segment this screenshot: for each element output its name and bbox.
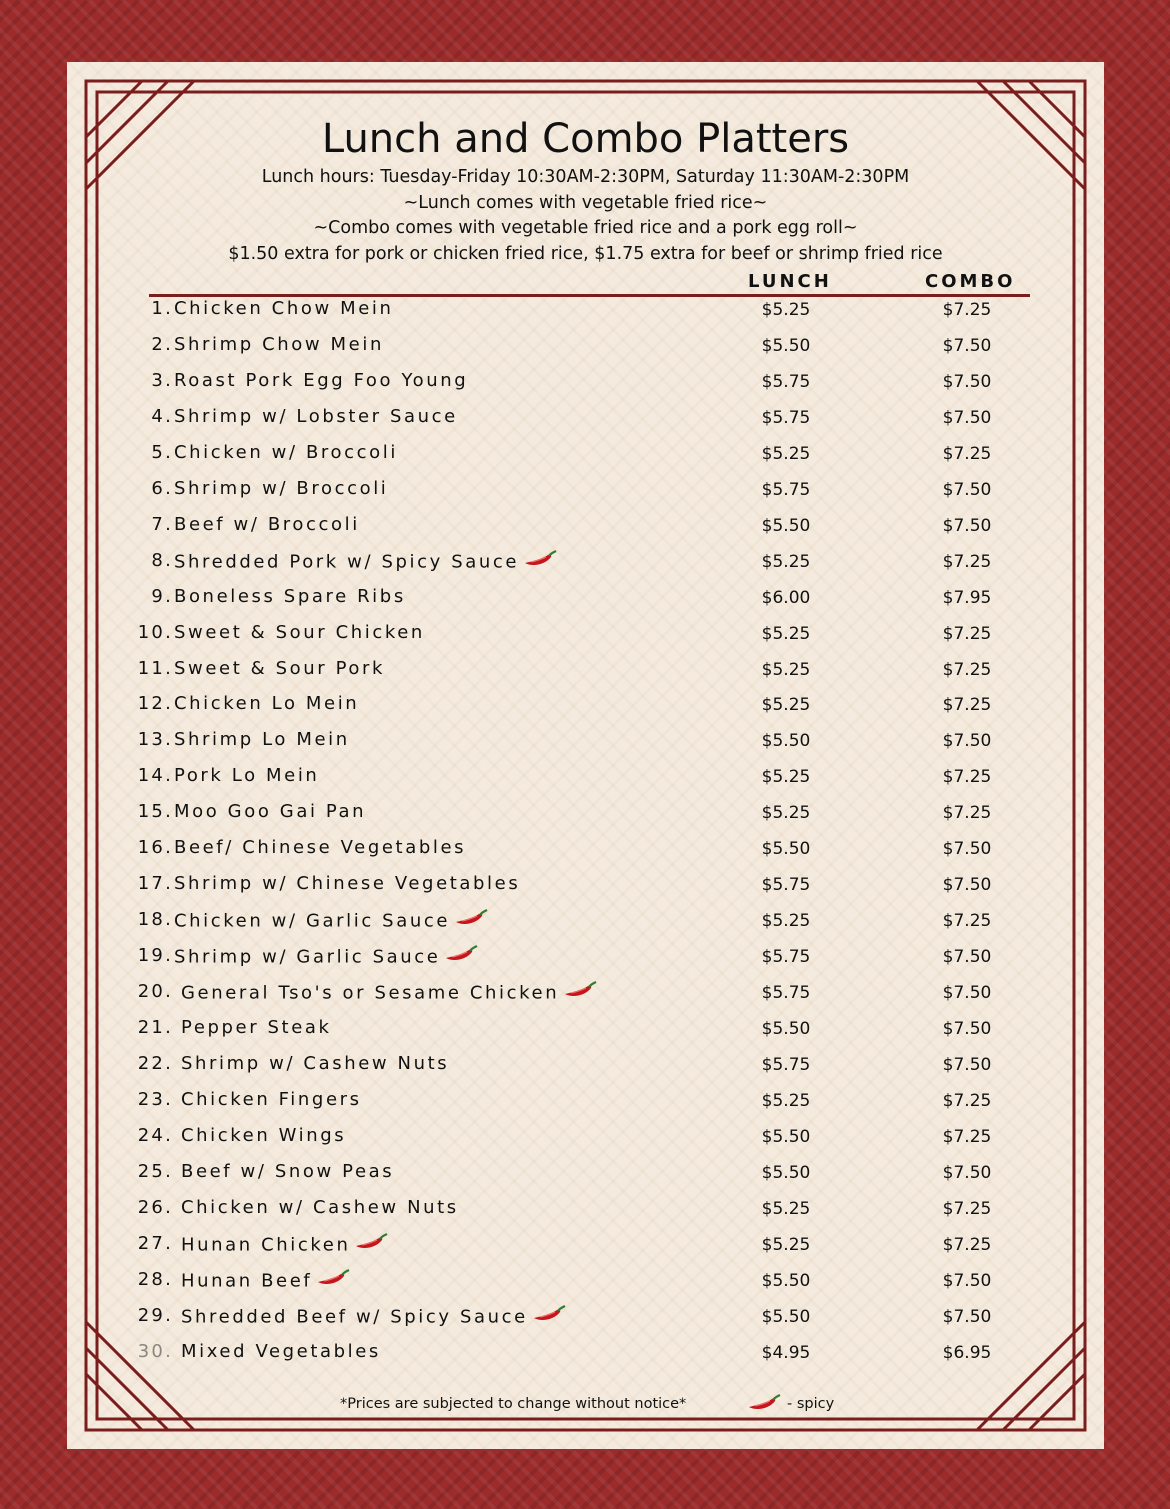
item-name — [181, 1125, 346, 1146]
combo-price: $6.95 — [942, 1343, 992, 1363]
chili-pepper-icon — [532, 1305, 566, 1330]
item-name — [174, 801, 366, 822]
item-name — [181, 1017, 332, 1038]
chili-pepper-icon — [444, 945, 478, 970]
menu-item-row — [67, 693, 1104, 729]
combo-price: $7.50 — [942, 875, 992, 895]
lunch-price: $5.50 — [761, 731, 811, 751]
item-name-text: Chicken Lo Mein — [174, 693, 360, 714]
combo-price: $7.25 — [942, 803, 992, 823]
combo-price: $7.50 — [942, 731, 992, 751]
item-name — [174, 514, 360, 535]
item-name-text: Mixed Vegetables — [181, 1341, 381, 1362]
menu-item-row — [67, 334, 1104, 370]
item-number: 26. — [137, 1197, 173, 1218]
item-name — [174, 370, 468, 391]
price-disclaimer: *Prices are subjected to change without notice* — [340, 1396, 687, 1412]
item-name-text: Sweet & Sour Pork — [174, 658, 386, 679]
lunch-price: $5.25 — [761, 1091, 811, 1111]
item-number: 24. — [137, 1125, 173, 1146]
lunch-price: $4.95 — [761, 1343, 811, 1363]
item-name — [174, 298, 394, 319]
lunch-price: $5.75 — [761, 372, 811, 392]
item-number: 20. — [137, 981, 173, 1002]
item-name — [181, 1341, 381, 1362]
menu-item-row — [67, 1089, 1104, 1125]
chili-pepper-icon — [747, 1394, 781, 1419]
item-name — [181, 981, 597, 1006]
combo-price: $7.50 — [942, 947, 992, 967]
item-name-text: Beef w/ Snow Peas — [181, 1161, 395, 1182]
item-number: 19. — [137, 945, 173, 966]
item-number: 16. — [137, 837, 173, 858]
menu-item-row — [67, 909, 1104, 945]
lunch-price: $5.25 — [761, 624, 811, 644]
item-name — [174, 550, 557, 575]
menu-item-row — [67, 658, 1104, 694]
lunch-price: $5.75 — [761, 480, 811, 500]
item-number: 6. — [151, 478, 173, 499]
combo-price: $7.50 — [942, 1055, 992, 1075]
lunch-price: $5.75 — [761, 408, 811, 428]
item-name-text: Moo Goo Gai Pan — [174, 801, 367, 822]
header-divider — [149, 294, 1030, 297]
menu-item-row — [67, 873, 1104, 909]
lunch-hours: Lunch hours: Tuesday-Friday 10:30AM-2:30PM, Saturday 11:30AM-2:30PM — [261, 167, 910, 187]
item-name-text: Chicken w/ Garlic Sauce — [174, 910, 451, 932]
lunch-price: $5.75 — [761, 983, 811, 1003]
item-name — [174, 765, 319, 786]
item-number: 22. — [137, 1053, 173, 1074]
lunch-price: $5.75 — [761, 875, 811, 895]
item-name — [174, 658, 385, 679]
item-name-text: Chicken w/ Cashew Nuts — [181, 1197, 459, 1218]
menu-item-row — [67, 1161, 1104, 1197]
lunch-price: $5.50 — [761, 1307, 811, 1327]
menu-item-row — [67, 406, 1104, 442]
item-name — [174, 478, 388, 499]
combo-price: $7.25 — [942, 300, 992, 320]
item-name-text: Shrimp w/ Broccoli — [174, 478, 389, 499]
menu-item-row — [67, 1053, 1104, 1089]
lunch-price: $6.00 — [761, 588, 811, 608]
item-name — [181, 1233, 388, 1258]
item-name-text: Shrimp w/ Chinese Vegetables — [174, 873, 521, 894]
item-number: 21. — [137, 1017, 173, 1038]
combo-column-header: COMBO — [925, 271, 1016, 292]
lunch-price: $5.50 — [761, 1019, 811, 1039]
item-number: 25. — [137, 1161, 173, 1182]
lunch-price: $5.75 — [761, 1055, 811, 1075]
item-name-text: Chicken w/ Broccoli — [174, 442, 398, 463]
combo-price: $7.25 — [942, 624, 992, 644]
combo-price: $7.25 — [942, 1235, 992, 1255]
item-name-text: General Tso's or Sesame Chicken — [181, 982, 560, 1004]
item-number: 17. — [137, 873, 173, 894]
menu-item-row — [67, 514, 1104, 550]
item-number: 8. — [151, 550, 173, 571]
item-name-text: Pepper Steak — [181, 1017, 332, 1038]
item-number: 4. — [151, 406, 173, 427]
menu-item-row — [67, 729, 1104, 765]
item-name — [181, 1053, 449, 1074]
combo-price: $7.25 — [942, 767, 992, 787]
menu-title: Lunch and Combo Platters — [321, 116, 850, 162]
lunch-price: $5.50 — [761, 1127, 811, 1147]
item-number: 29. — [137, 1305, 173, 1326]
item-name — [174, 837, 466, 858]
item-name-text: Chicken Chow Mein — [174, 298, 394, 319]
item-name — [181, 1089, 362, 1110]
item-name — [174, 729, 350, 750]
combo-price: $7.50 — [942, 336, 992, 356]
item-name-text: Beef w/ Broccoli — [174, 514, 360, 535]
menu-item-row — [67, 550, 1104, 586]
menu-item-row — [67, 370, 1104, 406]
item-name-text: Shrimp w/ Cashew Nuts — [181, 1053, 450, 1074]
item-number: 13. — [137, 729, 173, 750]
combo-price: $7.25 — [942, 552, 992, 572]
menu-item-row — [67, 1341, 1104, 1377]
combo-price: $7.50 — [942, 1271, 992, 1291]
chili-pepper-icon — [316, 1269, 350, 1294]
item-name-text: Roast Pork Egg Foo Young — [174, 370, 469, 391]
menu-item-row — [67, 765, 1104, 801]
item-number: 2. — [151, 334, 173, 355]
menu-item-row — [67, 298, 1104, 334]
item-name-text: Shredded Beef w/ Spicy Sauce — [181, 1306, 528, 1328]
lunch-price: $5.50 — [761, 1163, 811, 1183]
menu-item-row — [67, 1017, 1104, 1053]
item-name — [181, 1161, 394, 1182]
combo-price: $7.50 — [942, 516, 992, 536]
item-number: 3. — [151, 370, 173, 391]
combo-price: $7.95 — [942, 588, 992, 608]
item-number: 18. — [137, 909, 173, 930]
lunch-price: $5.50 — [761, 336, 811, 356]
item-name-text: Chicken Wings — [181, 1125, 347, 1146]
item-name — [174, 586, 406, 607]
item-number: 14. — [137, 765, 173, 786]
item-name-text: Shrimp w/ Garlic Sauce — [174, 946, 441, 968]
combo-price: $7.50 — [942, 480, 992, 500]
item-name-text: Hunan Beef — [181, 1270, 313, 1292]
combo-price: $7.25 — [942, 1127, 992, 1147]
lunch-price: $5.25 — [761, 803, 811, 823]
item-name-text: Hunan Chicken — [181, 1234, 351, 1256]
item-name-text: Pork Lo Mein — [174, 765, 320, 786]
item-name — [181, 1269, 350, 1294]
lunch-price: $5.50 — [761, 1271, 811, 1291]
combo-price: $7.25 — [942, 911, 992, 931]
menu-card — [67, 62, 1104, 1449]
combo-price: $7.25 — [942, 444, 992, 464]
menu-item-row — [67, 981, 1104, 1017]
lunch-note: ~Lunch comes with vegetable fried rice~ — [403, 193, 768, 213]
item-number: 11. — [137, 658, 173, 679]
lunch-price: $5.25 — [761, 911, 811, 931]
item-number: 1. — [151, 298, 173, 319]
lunch-price: $5.50 — [761, 839, 811, 859]
spicy-legend-label: - spicy — [787, 1396, 835, 1412]
item-number: 15. — [137, 801, 173, 822]
chili-pepper-icon — [523, 550, 557, 575]
chili-pepper-icon — [563, 981, 597, 1006]
combo-price: $7.50 — [942, 408, 992, 428]
item-name — [174, 909, 488, 934]
combo-price: $7.25 — [942, 695, 992, 715]
fried-rice-note: $1.50 extra for pork or chicken fried rice, $1.75 extra for beef or shrimp fried rice — [228, 244, 943, 264]
lunch-price: $5.25 — [761, 444, 811, 464]
lunch-price: $5.25 — [761, 660, 811, 680]
item-number: 30. — [137, 1341, 173, 1362]
combo-price: $7.25 — [942, 660, 992, 680]
lunch-price: $5.75 — [761, 947, 811, 967]
item-name — [174, 945, 478, 970]
combo-price: $7.50 — [942, 1019, 992, 1039]
menu-item-row — [67, 801, 1104, 837]
combo-price: $7.50 — [942, 839, 992, 859]
lunch-column-header: LUNCH — [748, 271, 832, 292]
menu-item-row — [67, 622, 1104, 658]
combo-price: $7.50 — [942, 1163, 992, 1183]
menu-item-row — [67, 1125, 1104, 1161]
lunch-price: $5.25 — [761, 552, 811, 572]
menu-item-row — [67, 837, 1104, 873]
item-name-text: Shredded Pork w/ Spicy Sauce — [174, 551, 520, 573]
combo-price: $7.50 — [942, 983, 992, 1003]
item-name-text: Beef/ Chinese Vegetables — [174, 837, 467, 858]
menu-item-row — [67, 586, 1104, 622]
item-name-text: Sweet & Sour Chicken — [174, 622, 425, 643]
lunch-price: $5.25 — [761, 1235, 811, 1255]
item-name — [174, 334, 384, 355]
item-name — [174, 622, 425, 643]
menu-item-row — [67, 1197, 1104, 1233]
item-name-text: Shrimp w/ Lobster Sauce — [174, 406, 458, 427]
item-name — [174, 406, 458, 427]
item-name — [181, 1305, 566, 1330]
item-number: 5. — [151, 442, 173, 463]
menu-item-row — [67, 945, 1104, 981]
item-number: 27. — [137, 1233, 173, 1254]
item-name — [174, 693, 359, 714]
combo-price: $7.25 — [942, 1091, 992, 1111]
menu-item-row — [67, 1305, 1104, 1341]
item-name — [174, 873, 520, 894]
chili-pepper-icon — [454, 909, 488, 934]
menu-item-row — [67, 442, 1104, 478]
lunch-price: $5.25 — [761, 695, 811, 715]
item-name — [181, 1197, 459, 1218]
item-number: 28. — [137, 1269, 173, 1290]
item-number: 9. — [151, 586, 173, 607]
lunch-price: $5.25 — [761, 767, 811, 787]
combo-price: $7.25 — [942, 1199, 992, 1219]
item-name-text: Shrimp Lo Mein — [174, 729, 350, 750]
item-name — [174, 442, 398, 463]
menu-item-row — [67, 1233, 1104, 1269]
combo-note: ~Combo comes with vegetable fried rice and a pork egg roll~ — [313, 218, 858, 238]
chili-pepper-icon — [354, 1233, 388, 1258]
lunch-price: $5.25 — [761, 300, 811, 320]
combo-price: $7.50 — [942, 372, 992, 392]
lunch-price: $5.25 — [761, 1199, 811, 1219]
item-name-text: Shrimp Chow Mein — [174, 334, 384, 355]
menu-item-row — [67, 478, 1104, 514]
item-name-text: Chicken Fingers — [181, 1089, 362, 1110]
item-number: 23. — [137, 1089, 173, 1110]
combo-price: $7.50 — [942, 1307, 992, 1327]
menu-item-row — [67, 1269, 1104, 1305]
lunch-price: $5.50 — [761, 516, 811, 536]
item-name-text: Boneless Spare Ribs — [174, 586, 406, 607]
item-number: 10. — [137, 622, 173, 643]
item-number: 7. — [151, 514, 173, 535]
item-number: 12. — [137, 693, 173, 714]
